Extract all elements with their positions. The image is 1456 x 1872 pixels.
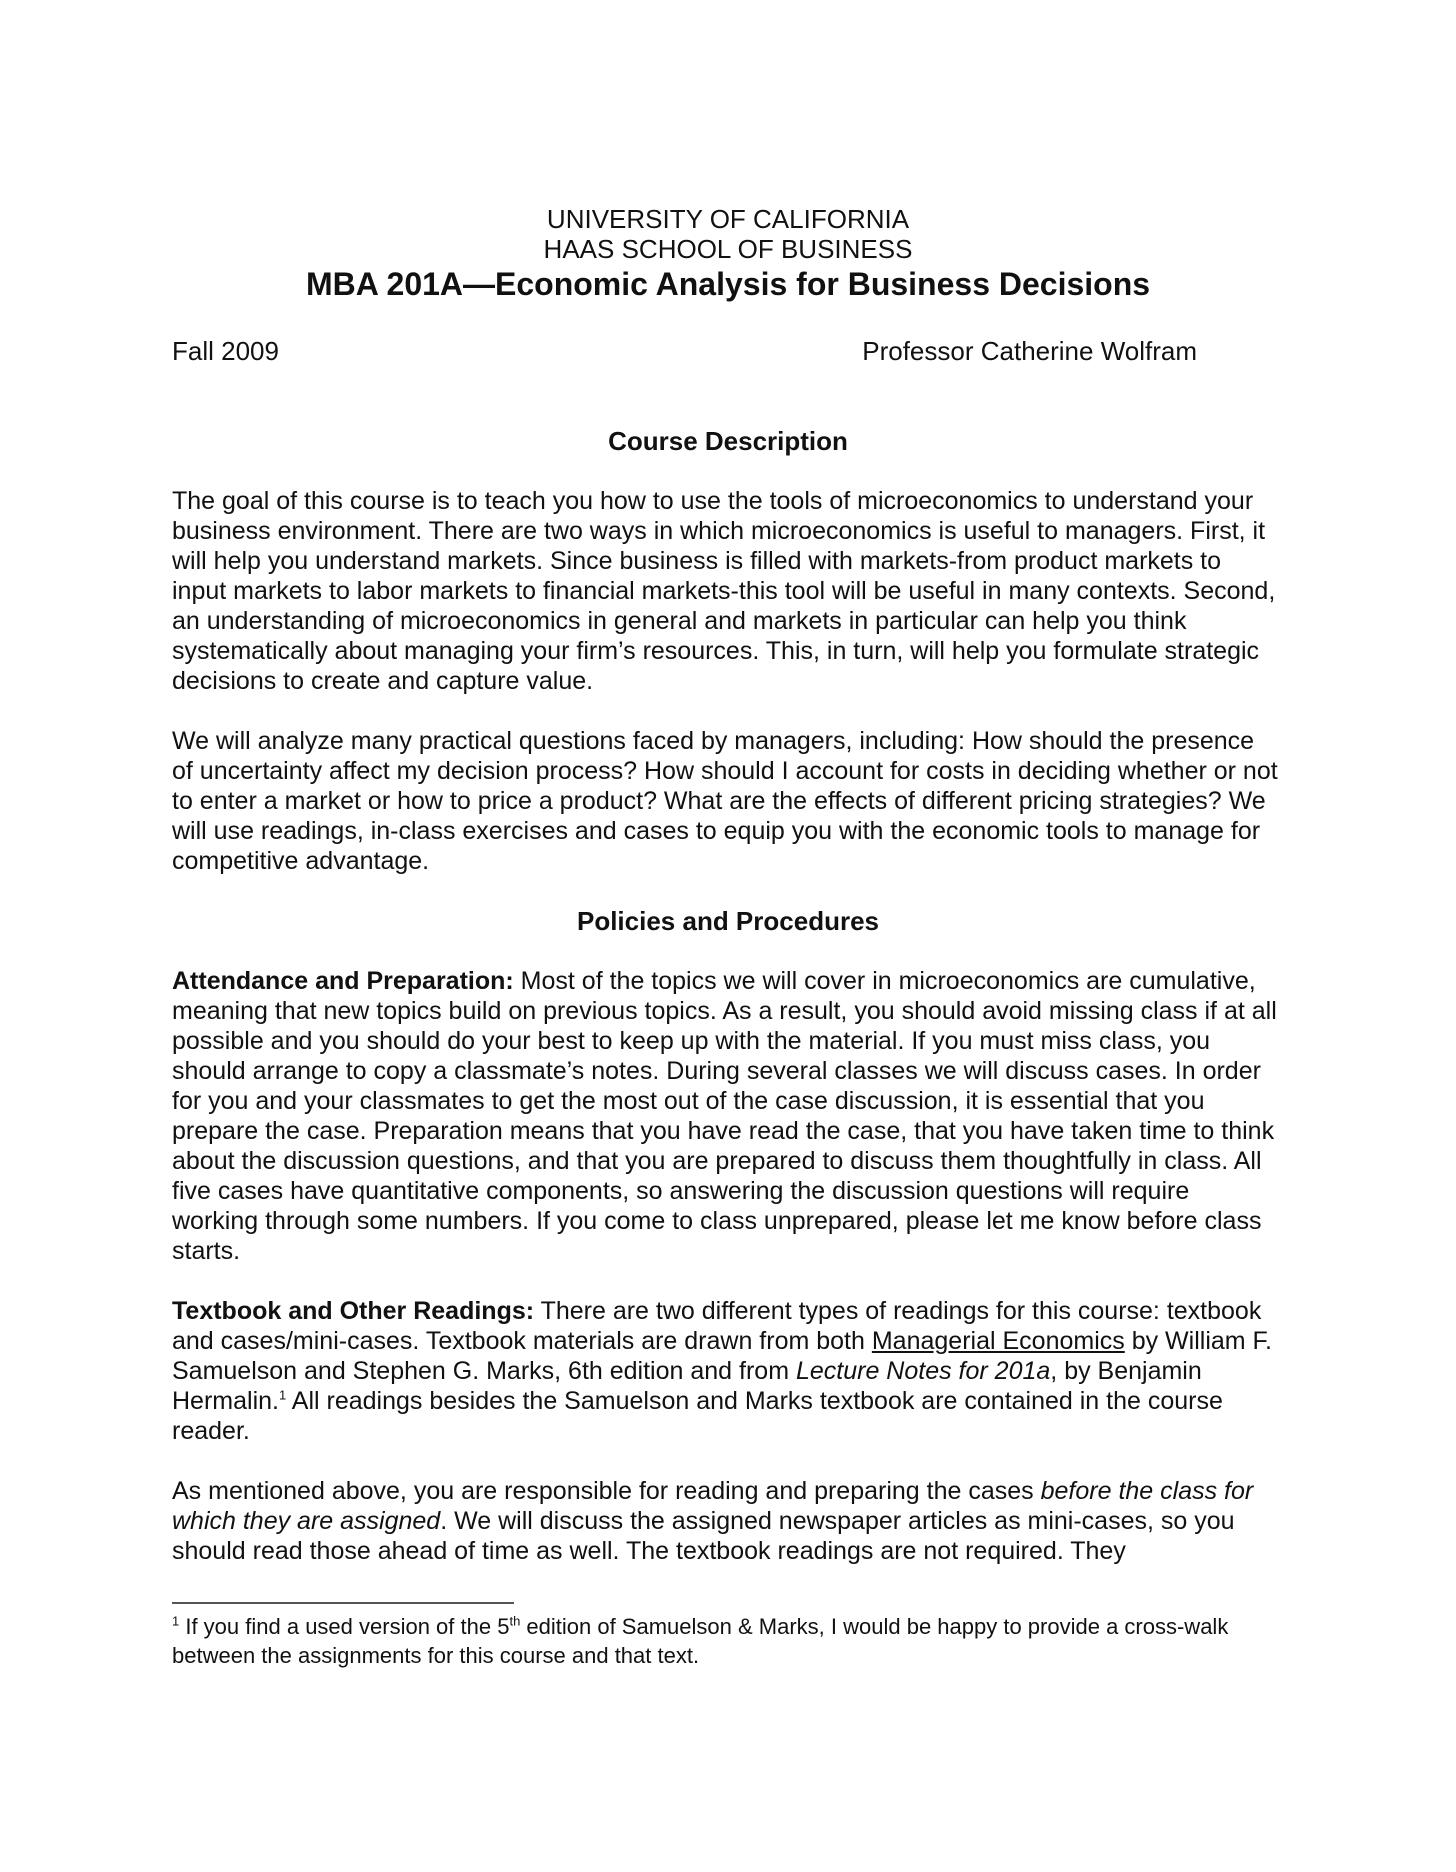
course-description-heading: Course Description [608,426,848,456]
cases-text-a: As mentioned above, you are responsible for reading and preparing the cases [172,1477,1041,1505]
footnote-reference: 1 [278,1387,287,1403]
textbook-title: Managerial Economics [871,1327,1125,1355]
textbook-text-c: , by Benjamin Hermalin. [172,1357,1202,1415]
textbook-text-b: by William F. Samuelson and Stephen G. Marks, 6th edition and from [172,1327,1272,1385]
textbook-lead: Textbook and Other Readings: [172,1297,535,1325]
policies-heading: Policies and Procedures [576,906,879,936]
cases-emphasis: before the class for which they are assigned [172,1477,1254,1535]
lecture-notes-title: Lecture Notes for 201a [795,1357,1051,1385]
footnote-mark: 1 [172,1613,180,1629]
footnote-separator [172,1602,514,1604]
cases-text-b: . We will discuss the assigned newspaper articles as mini-cases, so you should read those ahead of time as well. The textbook readings are not required. They [172,1507,1235,1565]
footnote-superscript: th [509,1613,521,1629]
textbook-paragraph [172,1296,1280,1446]
textbook-text-d: All readings besides the Samuelson and Marks textbook are contained in the course reader. [172,1387,1223,1445]
term-label: Fall 2009 [172,336,279,366]
school-name: HAAS SCHOOL OF BUSINESS [543,234,913,264]
textbook-text-a: There are two different types of readings for this course: textbook and cases/mini-cases. Textbook materials are drawn from both [172,1297,1262,1355]
footnote-text-a: If you find a used version of the 5 [179,1614,510,1639]
attendance-paragraph [172,966,1280,1266]
footnote [172,1612,1272,1670]
course-description-paragraph-2: We will analyze many practical questions faced by managers, including: How should the presence of uncertainty affect my decision process? How should I account for costs in deciding whether or not to enter a market or how to price a product? What are the effects of different pricing strategies? We will use readings, in-class exercises and cases to equip you with the economic tools to manage for competitive advantage. [172,727,1278,875]
attendance-lead: Attendance and Preparation: [172,967,514,995]
course-description-paragraph-1: The goal of this course is to teach you how to use the tools of microeconomics to understand your business environment. There are two ways in which microeconomics is useful to managers. First, it will help you understand markets. Since business is filled with markets-from product markets to input markets to labor markets to financial markets-this tool will be useful in many contexts. Second, an understanding of microeconomics in general and markets in particular can help you think systematically about managing your firm’s resources. This, in turn, will help you formulate strategic decisions to create and capture value. [172,487,1276,695]
attendance-text: Most of the topics we will cover in microeconomics are cumulative, meaning that new topics build on previous topics. As a result, you should avoid missing class if at all possible and you should do your best to keep up with the material. If you must miss class, you should arrange to copy a classmate’s notes. During several classes we will discuss cases. In order for you and your classmates to get the most out of the case discussion, it is essential that you prepare the case. Preparation means that you have read the case, that you have taken time to think about the discussion questions, and that you are prepared to discuss them thoughtfully in class. All five cases have quantitative components, so answering the discussion questions will require working through some numbers. If you come to class unprepared, please let me know before class starts. [172,967,1277,1265]
university-name: UNIVERSITY OF CALIFORNIA [546,204,910,234]
course-title: MBA 201A—Economic Analysis for Business Decisions [305,266,1151,302]
cases-paragraph [172,1476,1280,1566]
footnote-text-b: edition of Samuelson & Marks, I would be happy to provide a cross-walk between the assignments for this course and that text. [172,1614,1229,1668]
professor-name: Professor Catherine Wolfram [862,336,1197,366]
